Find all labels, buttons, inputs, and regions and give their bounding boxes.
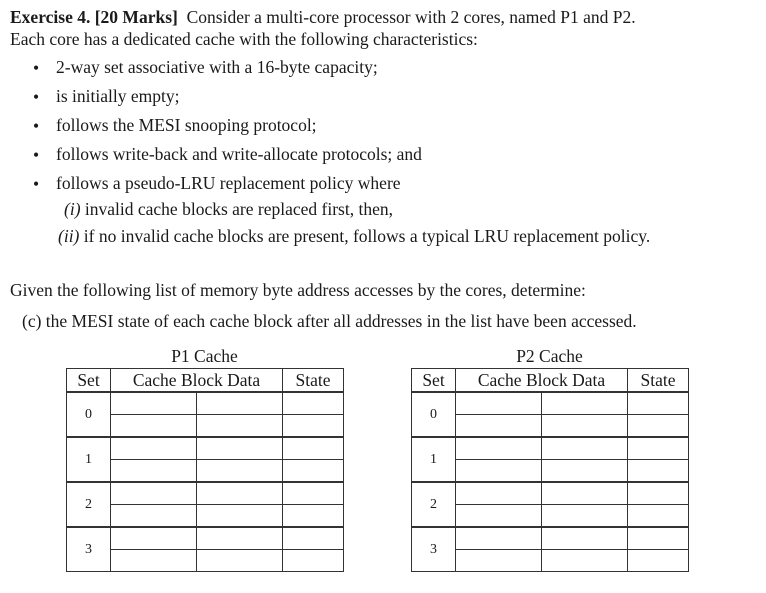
policy-marker: (i) (64, 199, 81, 219)
set-number: 1 (412, 437, 456, 482)
set-number: 1 (67, 437, 111, 482)
given-text: Given the following list of memory byte address accesses by the cores, determine: (10, 280, 586, 300)
data-cell[interactable] (456, 437, 542, 460)
data-cell[interactable] (456, 392, 542, 415)
p1-cache-table (66, 368, 344, 572)
policy-marker: (ii) (58, 226, 80, 246)
characteristic-item: follows a pseudo-LRU replacement policy where (56, 173, 401, 193)
characteristic-item: is initially empty; (56, 86, 180, 106)
characteristic-item: follows write-back and write-allocate protocols; and (56, 144, 422, 164)
state-cell[interactable] (283, 505, 344, 528)
state-header: State (283, 369, 344, 393)
bullet-dot: • (33, 87, 40, 107)
data-cell[interactable] (197, 550, 283, 572)
set-header: Set (67, 369, 111, 393)
set-number: 3 (67, 527, 111, 572)
data-cell[interactable] (111, 527, 197, 550)
question-c: (c) the MESI state of each cache block after all addresses in the list have been accessed. (22, 311, 637, 331)
state-cell[interactable] (283, 392, 344, 415)
set-number: 2 (412, 482, 456, 527)
state-cell[interactable] (283, 415, 344, 438)
bullet-dot: • (33, 58, 40, 78)
state-cell[interactable] (283, 550, 344, 572)
bullet-dot: • (33, 174, 40, 194)
data-cell[interactable] (456, 505, 542, 528)
data-cell[interactable] (456, 550, 542, 572)
p2-cache-table (411, 368, 689, 572)
data-cell[interactable] (456, 460, 542, 483)
data-cell[interactable] (456, 415, 542, 438)
data-cell[interactable] (456, 482, 542, 505)
p1-cache-title: P1 Cache (171, 346, 238, 366)
p2-cache-title: P2 Cache (516, 346, 583, 366)
state-cell[interactable] (283, 437, 344, 460)
data-cell[interactable] (542, 437, 628, 460)
data-cell[interactable] (197, 415, 283, 438)
data-cell[interactable] (197, 437, 283, 460)
data-cell[interactable] (542, 460, 628, 483)
state-cell[interactable] (628, 550, 689, 572)
table-row (412, 482, 689, 505)
policy-text: if no invalid cache blocks are present, follows a typical LRU replacement policy. (83, 226, 651, 246)
state-cell[interactable] (283, 460, 344, 483)
state-cell[interactable] (628, 527, 689, 550)
state-cell[interactable] (628, 460, 689, 483)
table-header-row (67, 369, 344, 393)
cache-block-data-header: Cache Block Data (111, 369, 283, 393)
table-row (412, 527, 689, 550)
data-cell[interactable] (542, 505, 628, 528)
policy-step (64, 199, 393, 220)
exercise-label: Exercise 4. (10, 7, 91, 27)
bullet-dot: • (33, 145, 40, 165)
table-header-row (412, 369, 689, 393)
cache-block-data-header: Cache Block Data (456, 369, 628, 393)
characteristic-item: follows the MESI snooping protocol; (56, 115, 317, 135)
state-cell[interactable] (283, 482, 344, 505)
exercise-intro-2: Each core has a dedicated cache with the following characteristics: (10, 29, 478, 49)
state-cell[interactable] (628, 437, 689, 460)
table-row (67, 437, 344, 460)
data-cell[interactable] (542, 415, 628, 438)
set-number: 0 (67, 392, 111, 437)
exercise-heading-line (10, 6, 760, 29)
data-cell[interactable] (542, 527, 628, 550)
set-number: 2 (67, 482, 111, 527)
state-cell[interactable] (628, 505, 689, 528)
set-number: 0 (412, 392, 456, 437)
bullet-dot: • (33, 116, 40, 136)
state-cell[interactable] (628, 415, 689, 438)
state-cell[interactable] (283, 527, 344, 550)
characteristic-item: 2-way set associative with a 16-byte capacity; (56, 57, 378, 77)
table-row (67, 392, 344, 415)
data-cell[interactable] (111, 482, 197, 505)
data-cell[interactable] (111, 437, 197, 460)
data-cell[interactable] (197, 482, 283, 505)
state-cell[interactable] (628, 392, 689, 415)
exercise-intro-1: Consider a multi-core processor with 2 cores, named P1 and P2. (186, 7, 636, 27)
set-number: 3 (412, 527, 456, 572)
data-cell[interactable] (111, 460, 197, 483)
data-cell[interactable] (542, 392, 628, 415)
table-row (67, 482, 344, 505)
data-cell[interactable] (456, 527, 542, 550)
data-cell[interactable] (197, 505, 283, 528)
data-cell[interactable] (197, 527, 283, 550)
state-cell[interactable] (628, 482, 689, 505)
data-cell[interactable] (542, 550, 628, 572)
table-row (412, 392, 689, 415)
data-cell[interactable] (542, 482, 628, 505)
set-header: Set (412, 369, 456, 393)
state-header: State (628, 369, 689, 393)
data-cell[interactable] (111, 392, 197, 415)
table-row (412, 437, 689, 460)
policy-step (58, 226, 650, 247)
data-cell[interactable] (111, 505, 197, 528)
data-cell[interactable] (111, 550, 197, 572)
data-cell[interactable] (197, 460, 283, 483)
table-row (67, 527, 344, 550)
exercise-marks: [20 Marks] (94, 7, 178, 27)
data-cell[interactable] (111, 415, 197, 438)
data-cell[interactable] (197, 392, 283, 415)
policy-text: invalid cache blocks are replaced first, then, (84, 199, 393, 219)
